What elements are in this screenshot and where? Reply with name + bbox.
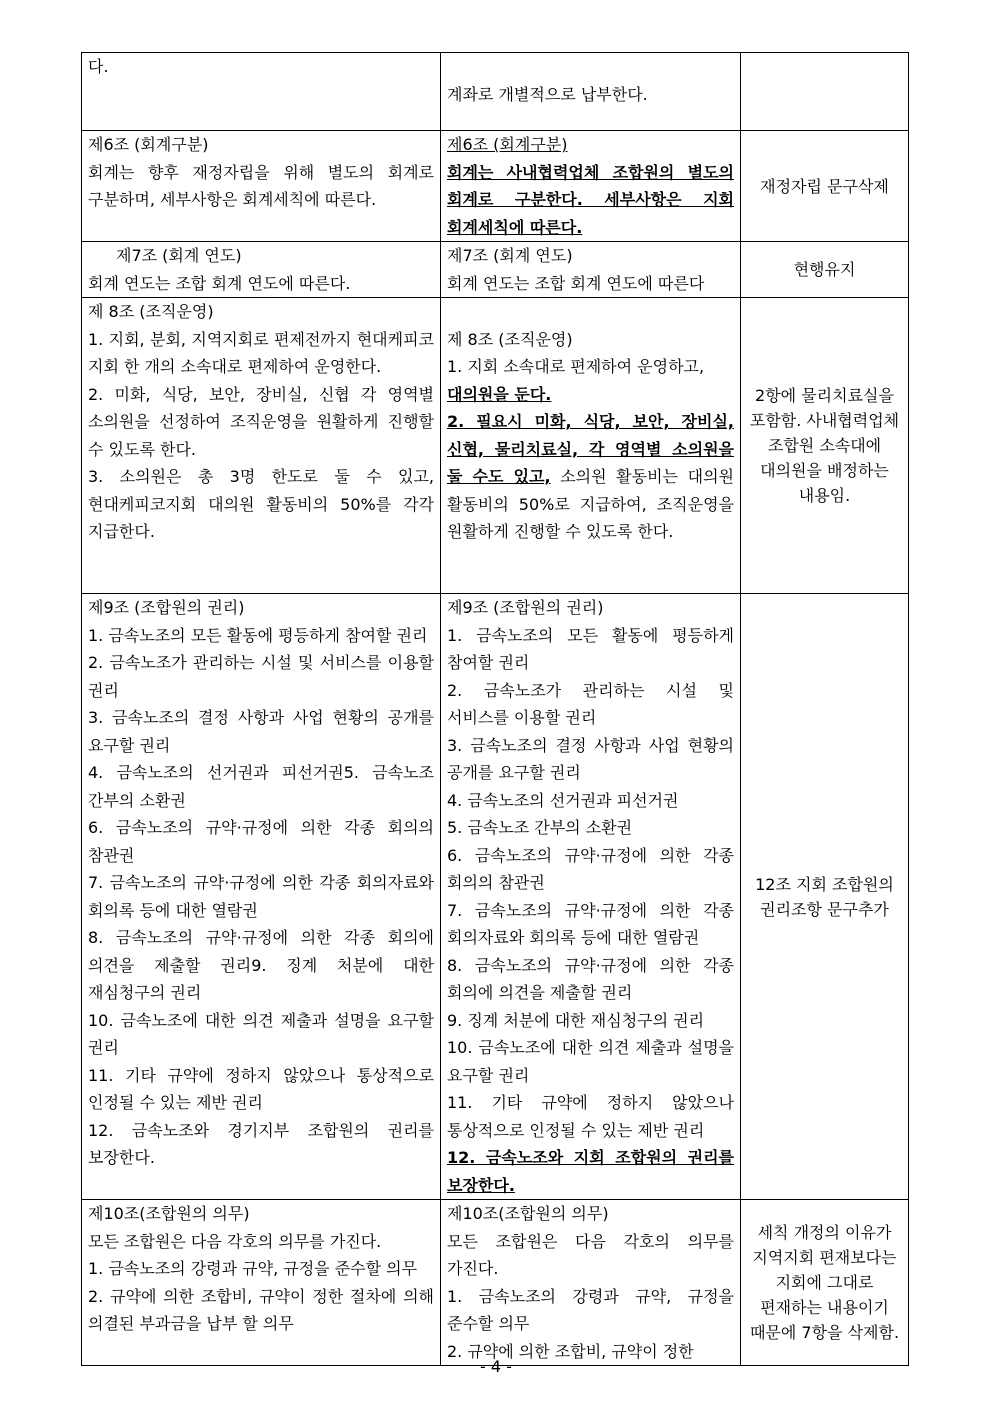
article-title: 제10조(조합원의 의무) — [447, 1204, 609, 1223]
old-line: 8. 금속노조의 규약·규정에 의한 각종 회의에 의견을 제출할 권리9. 징계 처분에 대한 재심청구의 권리 — [88, 928, 434, 1002]
new-cell — [441, 1200, 741, 1366]
comparison-table — [81, 52, 909, 1366]
new-cell — [441, 53, 741, 131]
article-title: 제9조 (조합원의 권리) — [447, 598, 604, 617]
old-line: 7. 금속노조의 규약·규정에 의한 각종 회의자료와 회의록 등에 대한 열람권 — [88, 873, 434, 920]
new-line: 계좌로 개별적으로 납부한다. — [447, 84, 648, 104]
article-title: 제7조 (회계 연도) — [116, 246, 242, 265]
article-title: 제6조 (회계구분) — [447, 135, 568, 154]
new-line: 7. 금속노조의 규약·규정에 의한 각종 회의자료와 회의록 등에 대한 열람권 — [447, 900, 734, 947]
new-line: 2. 금속노조가 관리하는 시설 및 서비스를 이용할 권리 — [447, 680, 734, 727]
article-title: 제 8조 (조직운영) — [88, 302, 214, 321]
article-title: 제 8조 (조직운영) — [447, 329, 573, 349]
new-cell — [441, 594, 741, 1200]
new-line-amended: 12. 금속노조와 지회 조합원의 권리를 보장한다. — [447, 1148, 734, 1195]
old-line: 6. 금속노조의 규약·규정에 의한 각종 회의의 참관권 — [88, 818, 434, 865]
old-line: 3. 소의원은 총 3명 한도로 둘 수 있고, 현대케피코지회 대의원 활동비의 50%를 각각 지급한다. — [88, 467, 434, 541]
note-cell: 2항에 물리치료실을 포함함. 사내협력업체 조합원 소속대에 대의원을 배정하는 내용임. — [741, 298, 909, 594]
new-line: 1. 금속노조의 모든 활동에 평등하게 참여할 권리 — [447, 625, 734, 672]
table-row — [82, 242, 909, 298]
new-line: 11. 기타 규약에 정하지 않았으나 통상적으로 인정될 수 있는 제반 권리 — [447, 1093, 734, 1140]
article-title: 제7조 (회계 연도) — [447, 246, 573, 265]
new-line-amended: 회계는 사내협력업체 조합원의 별도의 회계로 구분한다. 세부사항은 지회 회계세칙에 따른다. — [447, 162, 734, 237]
old-line: 1. 금속노조의 강령과 규약, 규정을 준수할 의무 — [88, 1259, 418, 1278]
old-cell — [82, 131, 441, 242]
old-line: 2. 미화, 식당, 보안, 장비실, 신협 각 영역별 소의원을 선정하여 조직운영을 원활하게 진행할 수 있도록 한다. — [88, 384, 434, 459]
old-line: 회계 연도는 조합 회계 연도에 따른다. — [88, 273, 351, 293]
new-line: 소의원 활동비는 대의원 활동비의 50%로 지급하여, 조직운영을 원활하게 진행할 수 있도록 한다. — [447, 467, 734, 541]
old-line: 12. 금속노조와 경기지부 조합원의 권리를 보장한다. — [88, 1120, 434, 1167]
new-line: 1. 금속노조의 강령과 규약, 규정을 준수할 의무 — [447, 1286, 734, 1333]
new-line: 2. 규약에 의한 조합비, 규약이 정한 — [447, 1341, 694, 1361]
old-line: 3. 금속노조의 결정 사항과 사업 현황의 공개를 요구할 권리 — [88, 708, 434, 755]
old-cell — [82, 242, 441, 298]
old-line: 1. 지회, 분회, 지역지회로 편제전까지 현대케피코 지회 한 개의 소속대로 편제하여 운영한다. — [88, 329, 434, 376]
new-line: 6. 금속노조의 규약·규정에 의한 각종 회의의 참관권 — [447, 845, 734, 892]
new-line: 모든 조합원은 다음 각호의 의무를 가진다. — [447, 1231, 734, 1278]
old-cell — [82, 1200, 441, 1366]
new-line: 5. 금속노조 간부의 소환권 — [447, 818, 633, 837]
old-cell — [82, 298, 441, 594]
old-line: 모든 조합원은 다음 각호의 의무를 가진다. — [88, 1231, 382, 1251]
note-cell — [741, 53, 909, 131]
article-title: 제10조(조합원의 의무) — [88, 1204, 250, 1223]
new-cell — [441, 298, 741, 594]
article-title: 제6조 (회계구분) — [88, 135, 209, 154]
note-cell: 재정자립 문구삭제 — [741, 131, 909, 242]
old-line: 11. 기타 규약에 정하지 않았으나 통상적으로 인정될 수 있는 제반 권리 — [88, 1065, 434, 1112]
old-line: 1. 금속노조의 모든 활동에 평등하게 참여할 권리 — [88, 625, 428, 645]
note-cell: 현행유지 — [741, 242, 909, 298]
new-line: 8. 금속노조의 규약·규정에 의한 각종 회의에 의견을 제출할 권리 — [447, 955, 734, 1002]
old-cell — [82, 594, 441, 1200]
old-line: 회계는 향후 재정자립을 위해 별도의 회계로 구분하며, 세부사항은 회계세칙에 따른다. — [88, 162, 434, 209]
table-row — [82, 53, 909, 131]
new-line: 10. 금속노조에 대한 의견 제출과 설명을 요구할 권리 — [447, 1038, 734, 1085]
note-cell: 세칙 개정의 이유가 지역지회 편재보다는 지회에 그대로 편재하는 내용이기 때문에 7항을 삭제함. — [741, 1200, 909, 1366]
new-line-amended: 대의원을 둔다. — [447, 384, 552, 404]
new-line-amended: 2. 필요시 미화, 식당, 보안, 장비실, 신협, 물리치료실, 각 영역별 소의원을 둘 수도 있고, — [447, 412, 734, 486]
new-line: 회계 연도는 조합 회계 연도에 따른다 — [447, 273, 705, 293]
note-cell: 12조 지회 조합원의 권리조항 문구추가 — [741, 594, 909, 1200]
table-row — [82, 1200, 909, 1366]
old-cell — [82, 53, 441, 131]
new-line: 4. 금속노조의 선거권과 피선거권 — [447, 790, 679, 810]
table-row — [82, 594, 909, 1200]
old-line: 4. 금속노조의 선거권과 피선거권5. 금속노조 간부의 소환권 — [88, 763, 434, 810]
old-line: 2. 규약에 의한 조합비, 규약이 정한 절차에 의해 의결된 부과금을 납부 할 의무 — [88, 1286, 434, 1333]
old-line: 2. 금속노조가 관리하는 시설 및 서비스를 이용할 권리 — [88, 653, 434, 700]
old-line: 10. 금속노조에 대한 의견 제출과 설명을 요구할 권리 — [88, 1010, 434, 1057]
new-cell — [441, 131, 741, 242]
new-line: 9. 징계 처분에 대한 재심청구의 권리 — [447, 1010, 705, 1030]
table-row — [82, 298, 909, 594]
new-line: 1. 지회 소속대로 편제하여 운영하고, — [447, 357, 705, 376]
old-line: 다. — [88, 57, 109, 76]
new-cell — [441, 242, 741, 298]
new-paragraph — [447, 408, 734, 546]
table-row — [82, 131, 909, 242]
article-title: 제9조 (조합원의 권리) — [88, 598, 245, 617]
page-number: - 4 - — [480, 1357, 512, 1376]
new-line: 3. 금속노조의 결정 사항과 사업 현황의 공개를 요구할 권리 — [447, 735, 734, 782]
